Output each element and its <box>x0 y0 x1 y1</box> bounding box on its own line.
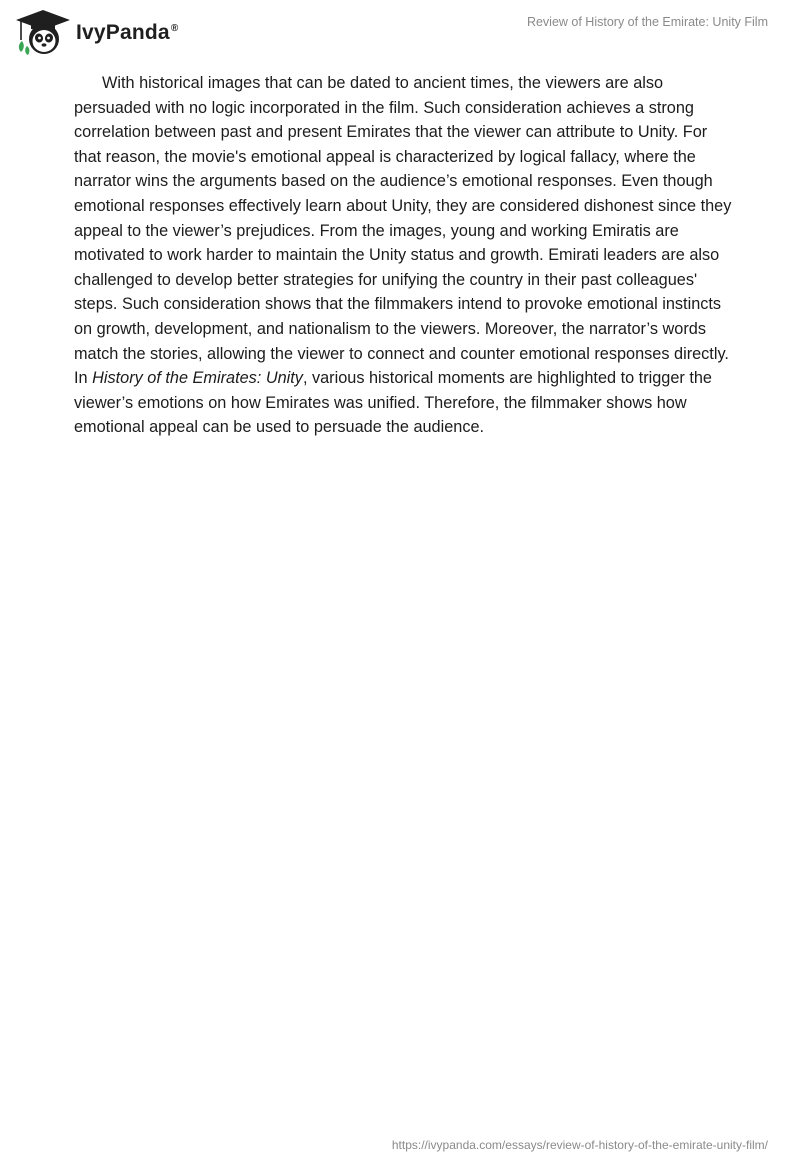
essay-paragraph <box>74 71 734 440</box>
panda-graduate-logo-icon <box>14 8 72 56</box>
source-url-link[interactable]: https://ivypanda.com/essays/review-of-history-of-the-emirate-unity-film/ <box>391 1138 768 1152</box>
registered-mark: ® <box>170 23 179 34</box>
ivypanda-logo[interactable] <box>14 8 178 56</box>
essay-content <box>74 71 734 440</box>
document-title: Review of History of the Emirate: Unity Film <box>526 15 768 29</box>
paragraph-text-after-title: , various historical moments are highlighted to trigger the viewer’s emotions on how Emirates was unified. Therefore, the filmmaker shows how emotional appeal can be used to persuade the audience. <box>74 369 712 437</box>
page-header <box>0 0 800 60</box>
paragraph-text-before-title: With historical images that can be dated to ancient times, the viewers are also persuaded with no logic incorporated in the film. Such consideration achieves a strong correlation between past and present Emirates that the viewer can attribute to Unity. For that reason, the movie's emotional appeal is characterized by logical fallacy, where the narrator wins the arguments based on the audience’s emotional responses. Even though emotional responses effectively learn about Unity, they are considered dishonest since they appeal to the viewer’s prejudices. From the images, young and working Emiratis are motivated to work harder to maintain the Unity status and growth. Emirati leaders are also challenged to develop better strategies for unifying the country in their past colleagues' steps. Such consideration shows that the filmmakers intend to provoke emotional instincts on growth, development, and nationalism to the viewers. Moreover, the narrator’s words match the stories, allowing the viewer to connect and counter emotional responses directly. In <box>74 74 732 388</box>
logo-brand-name: IvyPanda® <box>76 21 179 44</box>
film-title: History of the Emirates: Unity <box>92 369 303 388</box>
